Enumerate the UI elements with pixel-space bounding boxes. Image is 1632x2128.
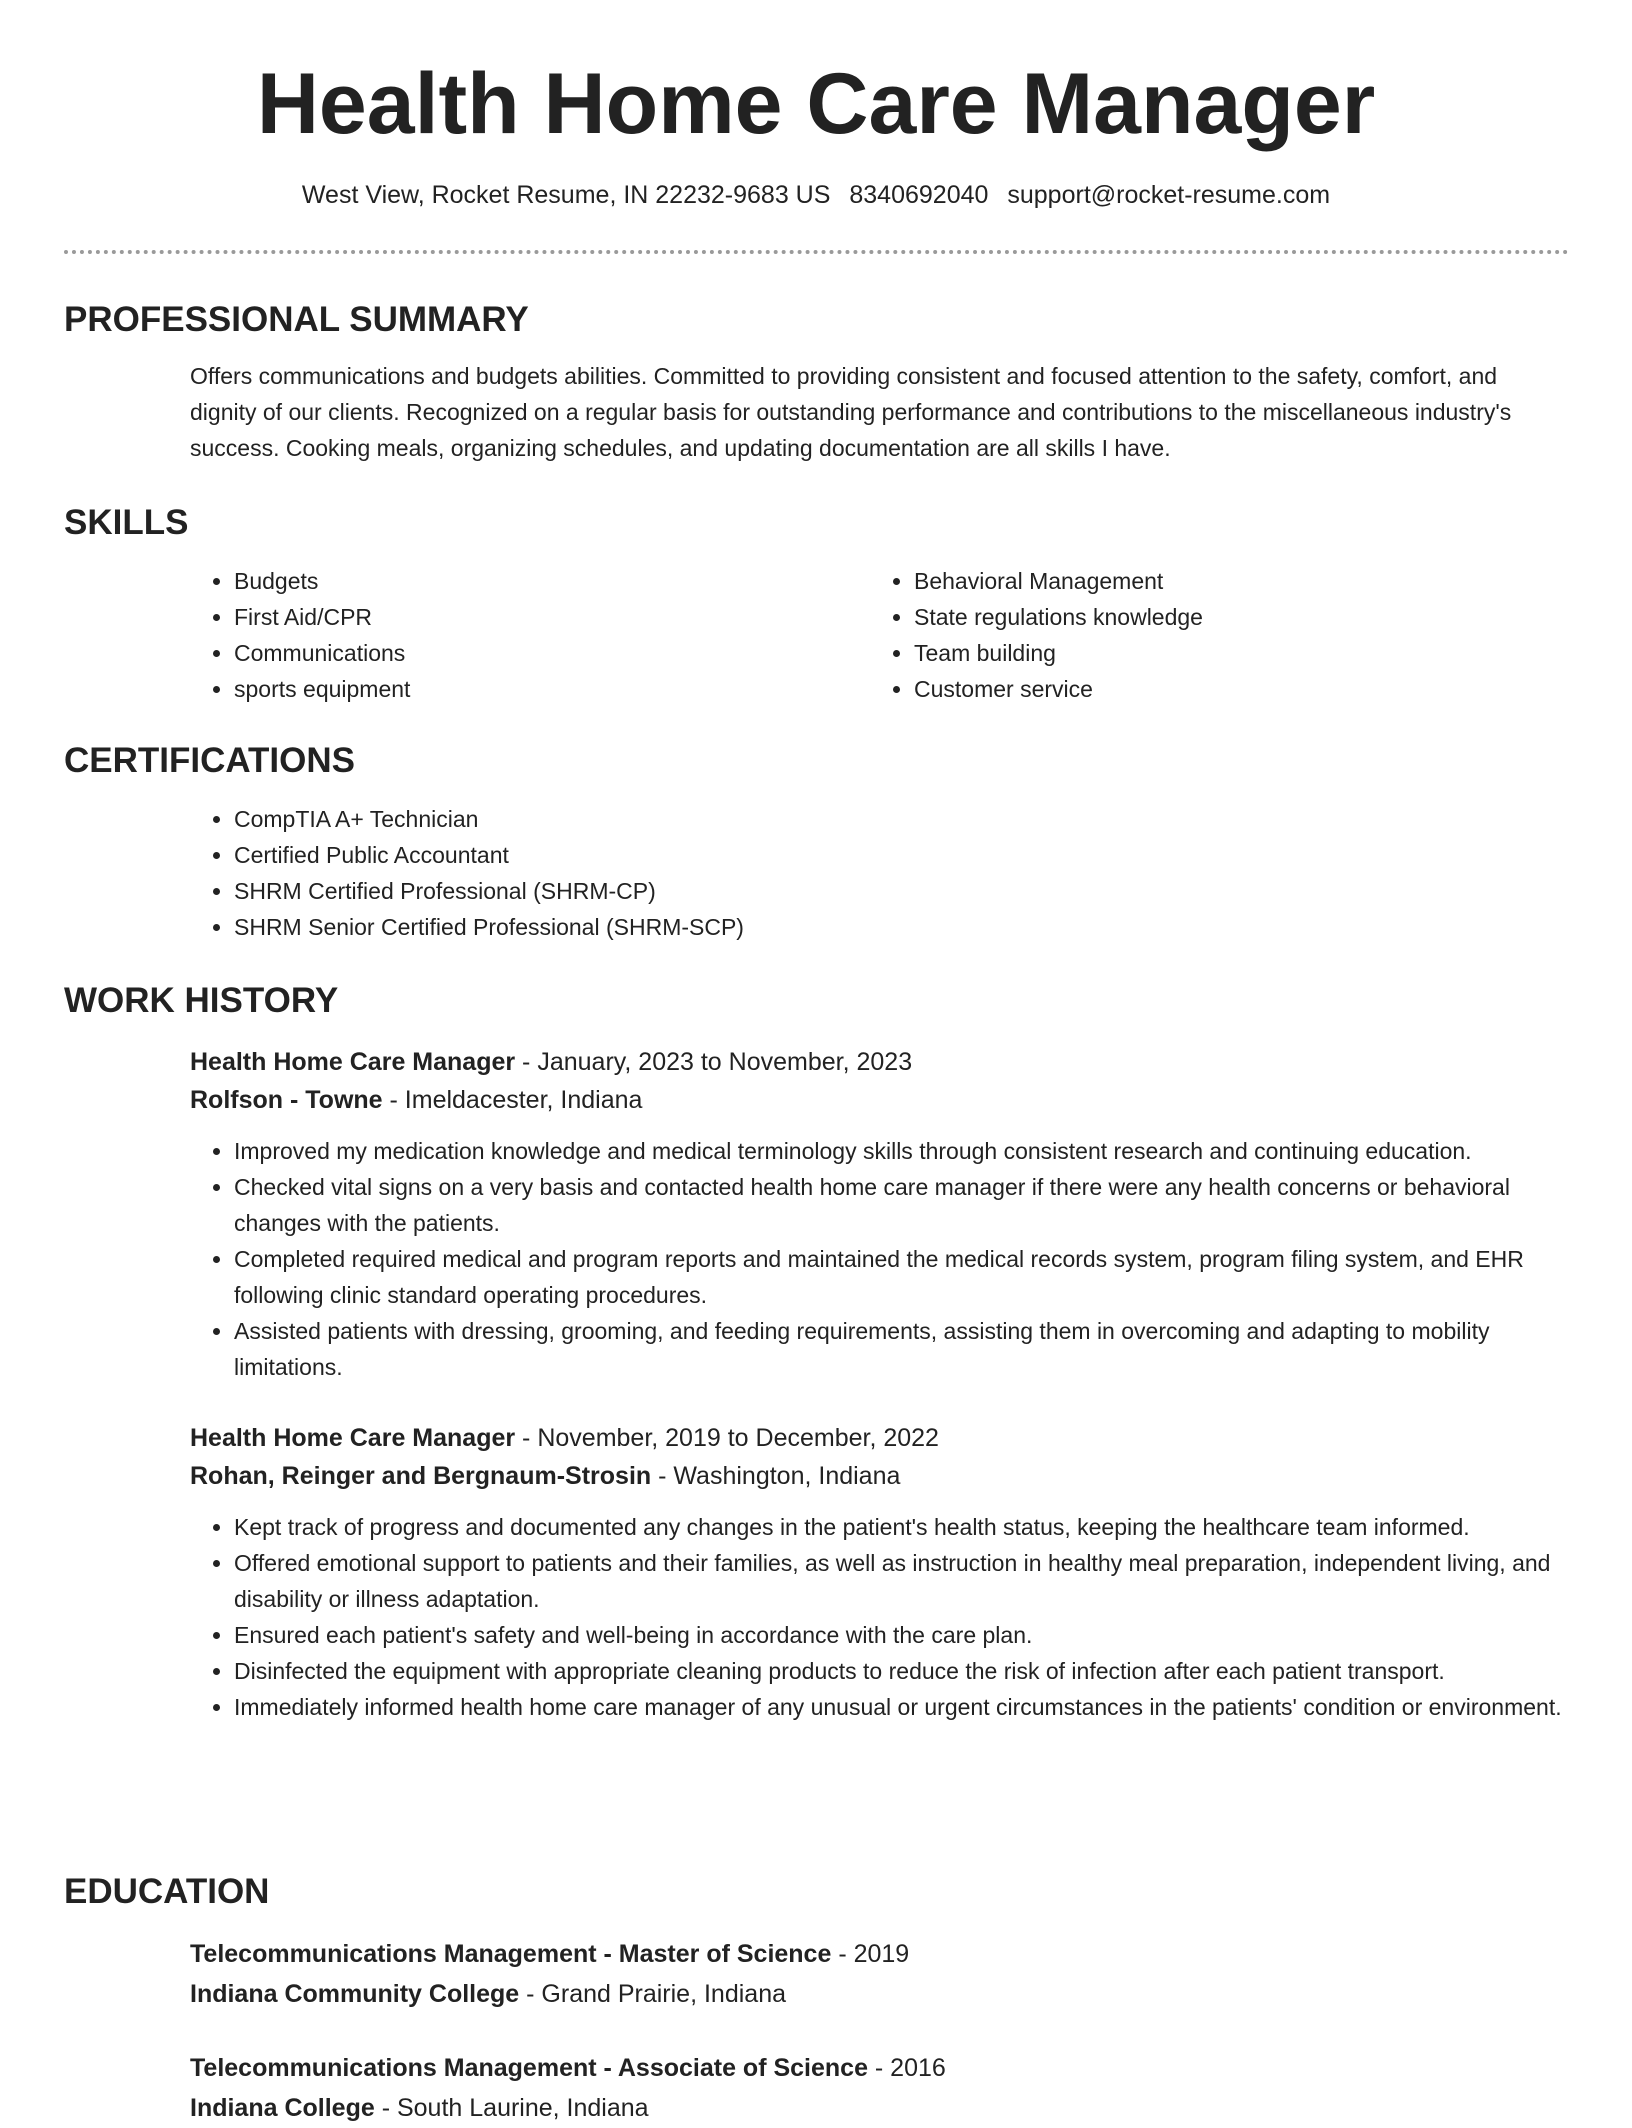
certification-item: • CompTIA A+ Technician	[234, 801, 1569, 837]
work-history-heading: WORK HISTORY	[64, 981, 339, 1020]
job-bullet: • Assisted patients with dressing, grooming, and feeding requirements, assisting them in overcoming and adapting to mobility limitations.	[234, 1313, 1569, 1385]
skills-heading: SKILLS	[64, 503, 189, 542]
education-section	[64, 1870, 1569, 2128]
email: support@rocket-resume.com	[1007, 181, 1331, 209]
job-company: Rolfson - Towne	[190, 1086, 383, 1114]
job-bullet: • Immediately informed health home care manager of any unusual or urgent circumstances in the patients' condition or environment.	[234, 1689, 1569, 1725]
address: West View, Rocket Resume, IN 22232-9683 US	[301, 181, 831, 209]
job-entry	[190, 1043, 1569, 1385]
skills-section	[64, 501, 1569, 707]
job-entry	[190, 1419, 1569, 1725]
skill-item: • Budgets	[234, 563, 870, 599]
education-entry	[190, 1934, 1569, 2014]
education-entry	[190, 2048, 1569, 2128]
summary-heading: PROFESSIONAL SUMMARY	[64, 300, 529, 339]
certifications-section	[64, 739, 1569, 945]
skill-item: • First Aid/CPR	[234, 599, 870, 635]
job-location: - Imeldacester, Indiana	[382, 1086, 643, 1114]
job-company: Rohan, Reinger and Bergnaum-Strosin	[190, 1462, 652, 1490]
certification-item: • SHRM Senior Certified Professional (SHRM-SCP)	[234, 909, 1569, 945]
skill-item: • State regulations knowledge	[914, 599, 1550, 635]
skill-item: • Communications	[234, 635, 870, 671]
certifications-heading: CERTIFICATIONS	[64, 741, 356, 780]
education-heading: EDUCATION	[64, 1872, 270, 1911]
job-location: - Washington, Indiana	[651, 1462, 901, 1490]
certification-item: • SHRM Certified Professional (SHRM-CP)	[234, 873, 1569, 909]
job-title: Health Home Care Manager	[190, 1048, 516, 1076]
job-bullet: • Offered emotional support to patients and their families, as well as instruction in healthy meal preparation, independent living, and disability or illness adaptation.	[234, 1545, 1569, 1617]
education-location: - Grand Prairie, Indiana	[519, 1980, 786, 2008]
education-school: Indiana Community College	[190, 1980, 520, 2008]
job-dates: - November, 2019 to December, 2022	[515, 1424, 939, 1452]
certification-item: • Certified Public Accountant	[234, 837, 1569, 873]
job-dates: - January, 2023 to November, 2023	[515, 1048, 913, 1076]
job-bullet: • Improved my medication knowledge and medical terminology skills through consistent research and continuing education.	[234, 1133, 1569, 1169]
skill-item: • Team building	[914, 635, 1550, 671]
skills-left-column	[190, 563, 870, 707]
education-year: - 2016	[867, 2054, 946, 2082]
education-degree: Telecommunications Management - Associate of Science	[190, 2054, 868, 2082]
phone: 8340692040	[849, 181, 989, 209]
summary-text: Offers communications and budgets abilities. Committed to providing consistent and focused attention to the safety, comfort, and dignity of our clients. Recognized on a regular basis for outstanding performance and contributions to the miscellaneous industry's success. Cooking meals, organizing schedules, and updating documentation are all skills I have.	[190, 363, 1512, 461]
education-school: Indiana College	[190, 2094, 375, 2122]
job-bullet: • Checked vital signs on a very basis and contacted health home care manager if there were any health concerns or behavioral changes with the patients.	[234, 1169, 1569, 1241]
skill-item: • sports equipment	[234, 671, 870, 707]
resume-header	[0, 0, 1632, 212]
education-location: - South Laurine, Indiana	[374, 2094, 649, 2122]
job-bullet: • Kept track of progress and documented any changes in the patient's health status, keeping the healthcare team informed.	[234, 1509, 1569, 1545]
candidate-name: Health Home Care Manager	[256, 56, 1376, 152]
skill-item: • Customer service	[914, 671, 1550, 707]
skill-item: • Behavioral Management	[914, 563, 1550, 599]
education-degree: Telecommunications Management - Master of Science	[190, 1940, 832, 1968]
summary-section	[64, 298, 1569, 466]
job-bullet: • Ensured each patient's safety and well-being in accordance with the care plan.	[234, 1617, 1569, 1653]
work-history-section	[64, 979, 1569, 1725]
skills-right-column	[870, 563, 1550, 707]
job-title: Health Home Care Manager	[190, 1424, 516, 1452]
education-year: - 2019	[831, 1940, 910, 1968]
contact-line	[0, 178, 1632, 212]
job-bullet: • Completed required medical and program reports and maintained the medical records system, program filing system, and EHR following clinic standard operating procedures.	[234, 1241, 1569, 1313]
header-divider	[64, 250, 1569, 254]
job-bullet: • Disinfected the equipment with appropriate cleaning products to reduce the risk of infection after each patient transport.	[234, 1653, 1569, 1689]
